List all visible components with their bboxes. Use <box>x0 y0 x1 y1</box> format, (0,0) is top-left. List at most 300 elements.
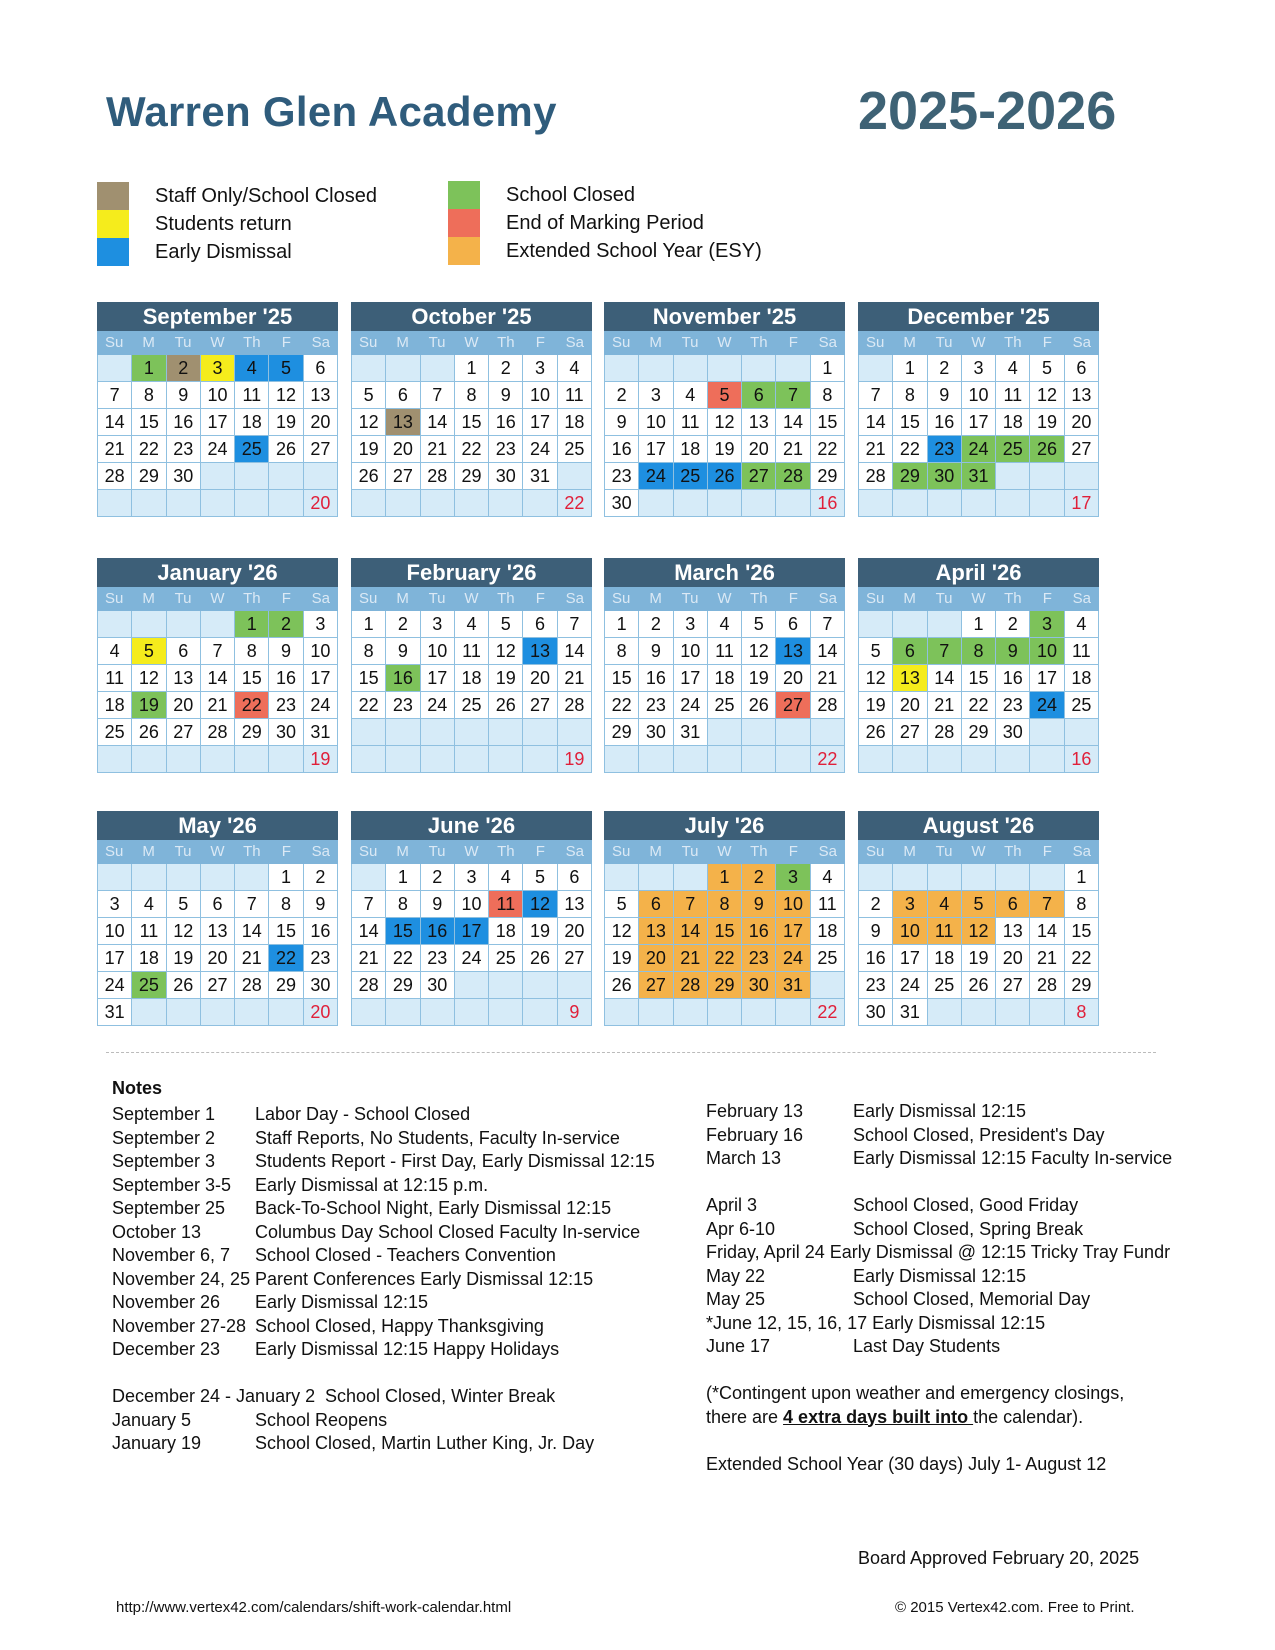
empty-cell <box>98 746 132 773</box>
note-contingent-1: (*Contingent upon weather and emergency closings, <box>706 1383 1125 1403</box>
day-cell: 6 <box>776 611 810 638</box>
empty-cell <box>1065 719 1099 746</box>
day-cell: 31 <box>674 719 708 746</box>
weekday-label: Th <box>1004 843 1022 860</box>
day-cell: 27 <box>167 719 201 746</box>
day-cell: 22 <box>235 692 269 719</box>
school-days-count: 20 <box>304 490 338 517</box>
day-cell: 14 <box>98 409 132 436</box>
day-cell: 18 <box>98 692 132 719</box>
footer-copyright: © 2015 Vertex42.com. Free to Print. <box>895 1599 1135 1616</box>
empty-cell <box>235 864 269 891</box>
day-cell: 14 <box>674 918 708 945</box>
day-cell: 25 <box>1065 692 1099 719</box>
day-cell: 10 <box>893 918 927 945</box>
day-cell: 25 <box>708 692 742 719</box>
day-grid <box>604 355 845 517</box>
day-cell: 18 <box>811 918 845 945</box>
empty-cell <box>523 719 557 746</box>
day-cell: 13 <box>304 382 338 409</box>
weekday-label: Tu <box>174 843 192 860</box>
weekday-header <box>858 587 1099 611</box>
empty-cell <box>352 746 386 773</box>
empty-cell <box>742 999 776 1026</box>
notes-left <box>112 1103 655 1456</box>
day-cell: 6 <box>1065 355 1099 382</box>
day-cell: 28 <box>421 463 455 490</box>
day-cell: 28 <box>674 972 708 999</box>
day-cell: 25 <box>132 972 166 999</box>
empty-cell <box>1030 999 1064 1026</box>
day-cell: 8 <box>455 382 489 409</box>
empty-cell <box>928 864 962 891</box>
weekday-header <box>351 587 592 611</box>
day-cell: 16 <box>605 436 639 463</box>
day-cell: 28 <box>352 972 386 999</box>
day-cell: 18 <box>928 945 962 972</box>
weekday-label: F <box>788 334 798 351</box>
weekday-label: Su <box>359 334 378 351</box>
day-cell: 4 <box>132 891 166 918</box>
empty-cell <box>352 490 386 517</box>
empty-cell <box>776 355 810 382</box>
day-cell: 20 <box>201 945 235 972</box>
empty-cell <box>674 355 708 382</box>
weekday-label: M <box>649 334 662 351</box>
day-cell: 12 <box>859 665 893 692</box>
day-cell: 18 <box>708 665 742 692</box>
weekday-label: Sa <box>1072 843 1091 860</box>
day-cell: 15 <box>352 665 386 692</box>
legend-right <box>448 181 762 265</box>
day-cell: 10 <box>421 638 455 665</box>
day-cell: 8 <box>605 638 639 665</box>
weekday-label: M <box>396 843 409 860</box>
weekday-label: Sa <box>565 843 584 860</box>
day-cell: 28 <box>811 692 845 719</box>
day-cell: 16 <box>996 665 1030 692</box>
day-cell: 21 <box>352 945 386 972</box>
day-cell: 16 <box>386 665 420 692</box>
empty-cell <box>708 746 742 773</box>
day-cell: 1 <box>962 611 996 638</box>
day-cell: 17 <box>98 945 132 972</box>
empty-cell <box>489 972 523 999</box>
legend-item-closed: School Closed <box>448 181 762 209</box>
note-row: April 3 School Closed, Good Friday <box>706 1195 1079 1215</box>
day-cell: 4 <box>558 355 592 382</box>
day-cell: 9 <box>742 891 776 918</box>
weekday-label: M <box>396 334 409 351</box>
empty-cell <box>1030 463 1064 490</box>
day-cell: 26 <box>1030 436 1064 463</box>
month-calendar <box>97 558 338 773</box>
school-days-count: 19 <box>558 746 592 773</box>
day-cell: 2 <box>304 864 338 891</box>
empty-cell <box>776 746 810 773</box>
day-cell: 4 <box>928 891 962 918</box>
empty-cell <box>708 999 742 1026</box>
weekday-label: Th <box>1004 334 1022 351</box>
day-cell: 3 <box>98 891 132 918</box>
weekday-label: Sa <box>1072 590 1091 607</box>
day-cell: 14 <box>811 638 845 665</box>
notes-title: Notes <box>112 1078 163 1098</box>
month-title: February '26 <box>351 558 592 587</box>
day-cell: 24 <box>455 945 489 972</box>
day-cell: 20 <box>639 945 673 972</box>
weekday-label: Tu <box>681 843 699 860</box>
day-cell: 28 <box>98 463 132 490</box>
day-cell: 12 <box>132 665 166 692</box>
day-cell: 2 <box>269 611 303 638</box>
day-cell: 22 <box>386 945 420 972</box>
day-grid <box>604 611 845 773</box>
weekday-label: M <box>903 334 916 351</box>
empty-cell <box>352 355 386 382</box>
empty-cell <box>859 490 893 517</box>
day-cell: 27 <box>893 719 927 746</box>
day-cell: 14 <box>928 665 962 692</box>
day-cell: 3 <box>893 891 927 918</box>
note-row: March 13 Early Dismissal 12:15 Faculty In-service <box>706 1148 1173 1168</box>
weekday-label: Tu <box>174 334 192 351</box>
empty-cell <box>776 490 810 517</box>
day-cell: 6 <box>558 864 592 891</box>
empty-cell <box>639 355 673 382</box>
weekday-label: W <box>971 334 986 351</box>
day-cell: 3 <box>674 611 708 638</box>
day-grid <box>858 864 1099 1026</box>
day-cell: 30 <box>421 972 455 999</box>
day-cell: 13 <box>893 665 927 692</box>
day-cell: 27 <box>201 972 235 999</box>
day-cell: 21 <box>1030 945 1064 972</box>
weekday-label: Su <box>359 843 378 860</box>
note-row: Apr 6-10 School Closed, Spring Break <box>706 1218 1084 1239</box>
day-cell: 31 <box>893 999 927 1026</box>
weekday-label: Su <box>866 590 885 607</box>
empty-cell <box>421 719 455 746</box>
weekday-label: Th <box>497 590 515 607</box>
empty-cell <box>523 746 557 773</box>
empty-cell <box>235 999 269 1026</box>
note-row: September 25 Back-To-School Night, Early Dismissal 12:15 <box>112 1198 612 1218</box>
empty-cell <box>523 999 557 1026</box>
day-cell: 30 <box>304 972 338 999</box>
weekday-header <box>351 331 592 355</box>
day-cell: 1 <box>1065 864 1099 891</box>
day-cell: 17 <box>962 409 996 436</box>
empty-cell <box>489 746 523 773</box>
note-row: November 6, 7 School Closed - Teachers Convention <box>112 1245 556 1265</box>
empty-cell <box>98 490 132 517</box>
note-row: September 3 Students Report - First Day, Early Dismissal 12:15 <box>112 1151 655 1171</box>
day-cell: 11 <box>132 918 166 945</box>
day-cell: 15 <box>811 409 845 436</box>
month-title: October '25 <box>351 302 592 331</box>
day-cell: 8 <box>1065 891 1099 918</box>
day-cell: 29 <box>132 463 166 490</box>
empty-cell <box>489 999 523 1026</box>
day-cell: 14 <box>1030 918 1064 945</box>
empty-cell <box>742 719 776 746</box>
day-cell: 21 <box>421 436 455 463</box>
day-cell: 1 <box>893 355 927 382</box>
day-cell: 31 <box>523 463 557 490</box>
weekday-header <box>351 840 592 864</box>
day-cell: 17 <box>1030 665 1064 692</box>
day-cell: 14 <box>352 918 386 945</box>
empty-cell <box>639 999 673 1026</box>
empty-cell <box>811 972 845 999</box>
empty-cell <box>605 355 639 382</box>
day-cell: 7 <box>421 382 455 409</box>
weekday-label: Th <box>750 590 768 607</box>
day-cell: 21 <box>201 692 235 719</box>
day-cell: 30 <box>639 719 673 746</box>
day-cell: 2 <box>928 355 962 382</box>
day-cell: 19 <box>167 945 201 972</box>
day-cell: 2 <box>859 891 893 918</box>
empty-cell <box>386 490 420 517</box>
empty-cell <box>304 463 338 490</box>
day-cell: 24 <box>98 972 132 999</box>
note-row-winter: December 24 - January 2 School Closed, Winter Break <box>112 1386 556 1406</box>
day-cell: 24 <box>893 972 927 999</box>
day-cell: 21 <box>98 436 132 463</box>
weekday-label: Tu <box>935 334 953 351</box>
day-cell: 30 <box>859 999 893 1026</box>
day-cell: 27 <box>742 463 776 490</box>
day-cell: 13 <box>639 918 673 945</box>
day-cell: 24 <box>639 463 673 490</box>
legend-swatch <box>97 182 129 210</box>
legend-item-end: End of Marking Period <box>448 209 762 237</box>
legend-swatch <box>448 209 480 237</box>
day-cell: 7 <box>776 382 810 409</box>
empty-cell <box>674 864 708 891</box>
note-row: January 19 School Closed, Martin Luther King, Jr. Day <box>112 1433 595 1453</box>
day-cell: 10 <box>1030 638 1064 665</box>
weekday-header <box>858 840 1099 864</box>
day-cell: 8 <box>269 891 303 918</box>
empty-cell <box>708 719 742 746</box>
day-cell: 21 <box>811 665 845 692</box>
weekday-label: W <box>210 334 225 351</box>
day-cell: 15 <box>269 918 303 945</box>
day-cell: 28 <box>859 463 893 490</box>
empty-cell <box>421 999 455 1026</box>
empty-cell <box>859 864 893 891</box>
day-cell: 8 <box>352 638 386 665</box>
day-cell: 16 <box>639 665 673 692</box>
day-cell: 20 <box>742 436 776 463</box>
note-row: November 27-28 School Closed, Happy Thanksgiving <box>112 1315 544 1336</box>
day-cell: 22 <box>811 436 845 463</box>
day-cell: 22 <box>893 436 927 463</box>
day-cell: 8 <box>235 638 269 665</box>
day-cell: 22 <box>132 436 166 463</box>
day-cell: 14 <box>558 638 592 665</box>
day-cell: 10 <box>962 382 996 409</box>
day-cell: 30 <box>928 463 962 490</box>
day-cell: 26 <box>352 463 386 490</box>
empty-cell <box>201 746 235 773</box>
note-esy: Extended School Year (30 days) July 1- August 12 <box>706 1453 1107 1474</box>
day-cell: 11 <box>674 409 708 436</box>
weekday-label: Tu <box>174 590 192 607</box>
day-cell: 3 <box>639 382 673 409</box>
day-cell: 2 <box>639 611 673 638</box>
day-cell: 31 <box>962 463 996 490</box>
day-cell: 23 <box>605 463 639 490</box>
empty-cell <box>455 719 489 746</box>
day-cell: 26 <box>269 436 303 463</box>
day-cell: 6 <box>523 611 557 638</box>
day-cell: 17 <box>674 665 708 692</box>
day-cell: 22 <box>269 945 303 972</box>
day-cell: 10 <box>304 638 338 665</box>
day-cell: 9 <box>996 638 1030 665</box>
day-cell: 29 <box>1065 972 1099 999</box>
note-row: November 26 Early Dismissal 12:15 <box>112 1292 429 1312</box>
empty-cell <box>639 490 673 517</box>
weekday-label: W <box>717 590 732 607</box>
empty-cell <box>269 463 303 490</box>
day-cell: 11 <box>489 891 523 918</box>
note-row: September 1 Labor Day - School Closed <box>112 1104 471 1124</box>
day-cell: 4 <box>98 638 132 665</box>
day-cell: 7 <box>98 382 132 409</box>
day-cell: 13 <box>776 638 810 665</box>
day-cell: 27 <box>776 692 810 719</box>
weekday-label: W <box>210 843 225 860</box>
legend-swatch <box>448 237 480 265</box>
empty-cell <box>962 864 996 891</box>
day-cell: 20 <box>304 409 338 436</box>
weekday-label: Tu <box>681 334 699 351</box>
day-cell: 1 <box>811 355 845 382</box>
day-cell: 25 <box>455 692 489 719</box>
day-cell: 19 <box>489 665 523 692</box>
weekday-label: M <box>649 843 662 860</box>
day-cell: 6 <box>893 638 927 665</box>
day-cell: 5 <box>962 891 996 918</box>
day-cell: 6 <box>639 891 673 918</box>
note-row: May 22 Early Dismissal 12:15 <box>706 1265 1027 1286</box>
day-cell: 28 <box>235 972 269 999</box>
day-cell: 15 <box>893 409 927 436</box>
note-row: May 25 School Closed, Memorial Day <box>706 1289 1091 1309</box>
empty-cell <box>893 864 927 891</box>
day-cell: 16 <box>304 918 338 945</box>
empty-cell <box>859 746 893 773</box>
day-cell: 21 <box>235 945 269 972</box>
day-cell: 30 <box>605 490 639 517</box>
day-cell: 31 <box>98 999 132 1026</box>
month-title: August '26 <box>858 811 1099 840</box>
month-title: July '26 <box>604 811 845 840</box>
empty-cell <box>996 490 1030 517</box>
empty-cell <box>811 719 845 746</box>
empty-cell <box>132 864 166 891</box>
day-cell: 3 <box>776 864 810 891</box>
weekday-label: Sa <box>818 590 837 607</box>
legend-swatch <box>97 238 129 266</box>
day-cell: 18 <box>455 665 489 692</box>
day-cell: 9 <box>605 409 639 436</box>
empty-cell <box>708 355 742 382</box>
day-cell: 20 <box>386 436 420 463</box>
day-cell: 27 <box>523 692 557 719</box>
school-title: Warren Glen Academy <box>106 88 557 135</box>
day-cell: 7 <box>558 611 592 638</box>
empty-cell <box>893 746 927 773</box>
day-cell: 1 <box>235 611 269 638</box>
weekday-label: Su <box>105 843 124 860</box>
day-cell: 14 <box>776 409 810 436</box>
notes-right <box>706 1100 1173 1476</box>
day-cell: 12 <box>962 918 996 945</box>
day-cell: 8 <box>386 891 420 918</box>
day-cell: 17 <box>201 409 235 436</box>
weekday-label: F <box>1042 843 1052 860</box>
day-cell: 4 <box>708 611 742 638</box>
day-cell: 15 <box>132 409 166 436</box>
empty-cell <box>893 611 927 638</box>
day-cell: 5 <box>132 638 166 665</box>
month-calendar <box>351 811 592 1026</box>
day-cell: 21 <box>558 665 592 692</box>
day-cell: 6 <box>996 891 1030 918</box>
empty-cell <box>235 490 269 517</box>
empty-cell <box>489 719 523 746</box>
day-cell: 23 <box>639 692 673 719</box>
day-cell: 11 <box>1065 638 1099 665</box>
weekday-header <box>604 840 845 864</box>
weekday-label: Sa <box>311 843 330 860</box>
day-cell: 16 <box>489 409 523 436</box>
empty-cell <box>386 719 420 746</box>
note-row: February 16 School Closed, President's Day <box>706 1124 1105 1145</box>
day-cell: 15 <box>962 665 996 692</box>
day-cell: 15 <box>235 665 269 692</box>
day-cell: 5 <box>269 355 303 382</box>
day-cell: 18 <box>1065 665 1099 692</box>
day-cell: 24 <box>523 436 557 463</box>
month-title: December '25 <box>858 302 1099 331</box>
weekday-label: W <box>971 843 986 860</box>
month-calendar <box>858 558 1099 773</box>
day-cell: 22 <box>708 945 742 972</box>
note-row: January 5 School Reopens <box>112 1409 388 1430</box>
day-cell: 25 <box>674 463 708 490</box>
empty-cell <box>674 490 708 517</box>
note-row: October 13 Columbus Day School Closed Faculty In-service <box>112 1221 641 1242</box>
day-cell: 26 <box>523 945 557 972</box>
day-cell: 9 <box>489 382 523 409</box>
day-cell: 26 <box>708 463 742 490</box>
day-cell: 25 <box>811 945 845 972</box>
day-cell: 13 <box>1065 382 1099 409</box>
day-cell: 10 <box>455 891 489 918</box>
weekday-label: F <box>1042 590 1052 607</box>
day-cell: 17 <box>455 918 489 945</box>
empty-cell <box>605 864 639 891</box>
empty-cell <box>859 355 893 382</box>
day-cell: 22 <box>455 436 489 463</box>
